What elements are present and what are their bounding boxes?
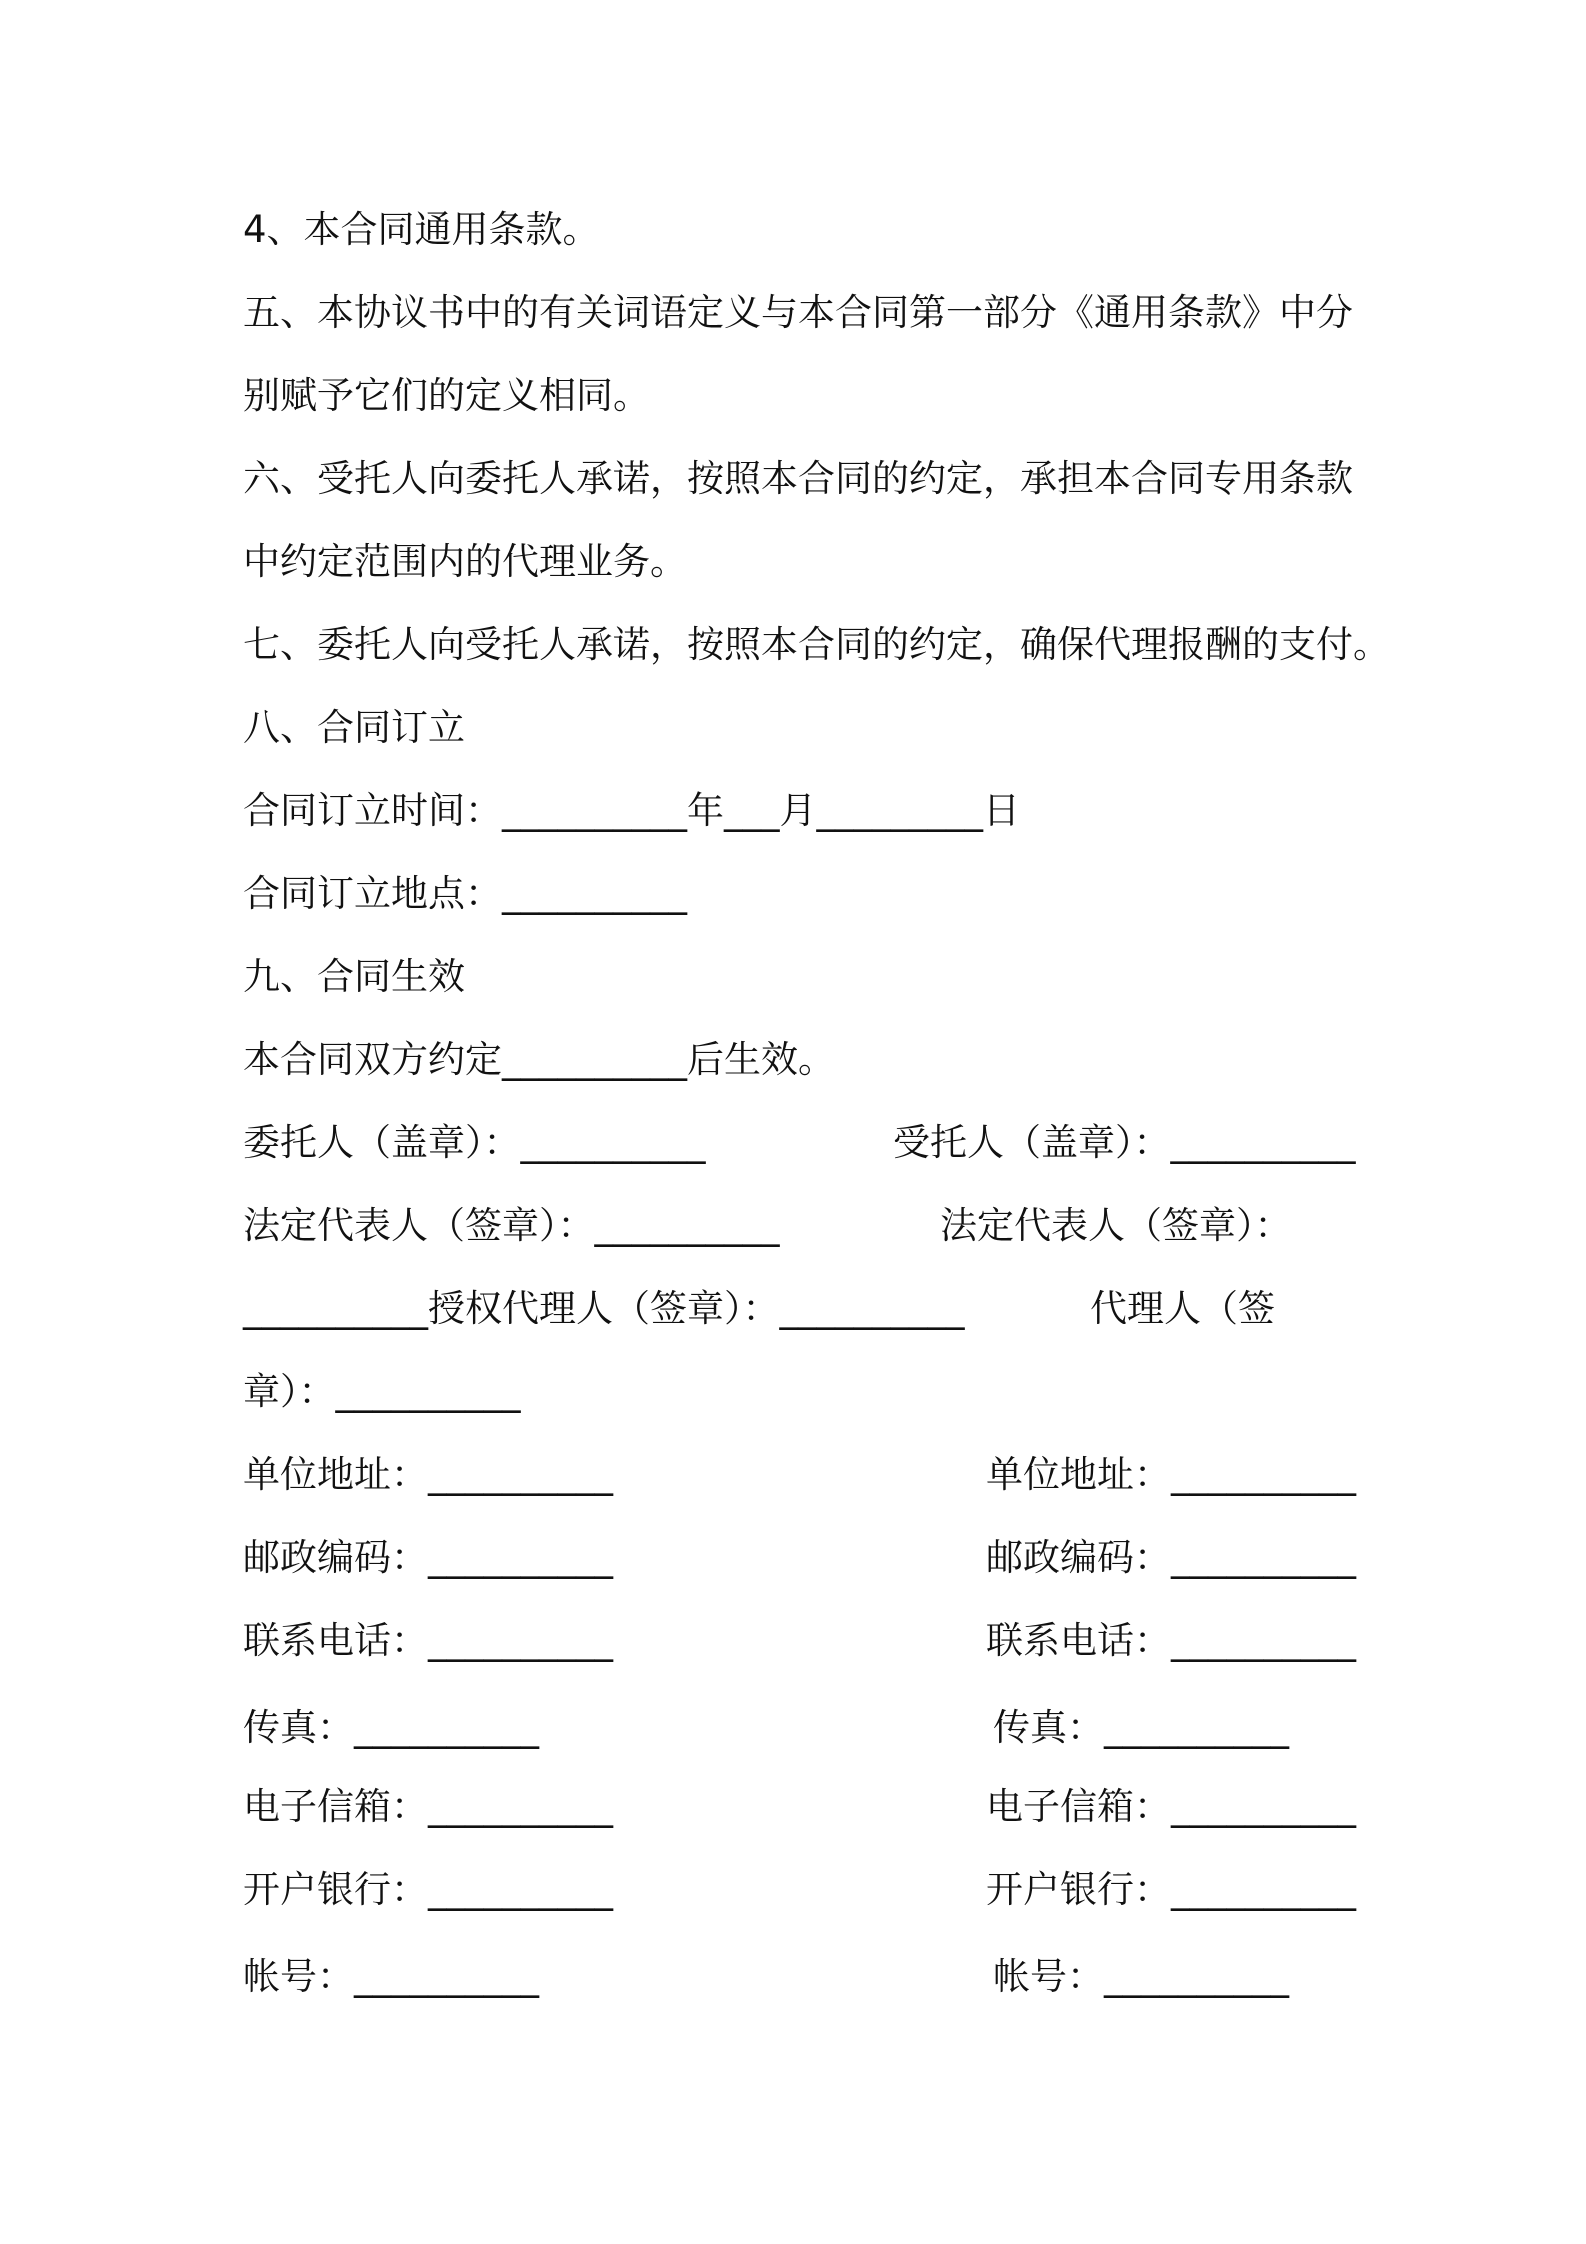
legal-rep-left-field: 法定代表人（签章）：__________ (243, 1204, 780, 1247)
clause-5-line-1: 五、本协议书中的有关词语定义与本合同第一部分《通用条款》中分 (243, 291, 1353, 334)
left-phone-field: 联系电话：__________ (243, 1619, 613, 1662)
clause-6-line-2: 中约定范围内的代理业务。 (243, 540, 687, 583)
left-bank-field: 开户银行：__________ (243, 1868, 613, 1911)
principal-seal-field: 委托人（盖章）：__________ (243, 1121, 706, 1164)
left-fax-field: 传真：__________ (243, 1706, 539, 1749)
right-account-field: 帐号：__________ (993, 1955, 1289, 1998)
clause-5-line-2: 别赋予它们的定义相同。 (243, 374, 650, 417)
legal-rep-right-field: 法定代表人（签章）： (940, 1204, 1292, 1247)
contract-date-field: 合同订立时间：__________年___月_________日 (243, 789, 1020, 832)
effective-condition-field: 本合同双方约定__________后生效。 (243, 1038, 835, 1081)
clause-7: 七、委托人向受托人承诺，按照本合同的约定，确保代理报酬的支付。 (243, 623, 1390, 666)
left-postcode-field: 邮政编码：__________ (243, 1536, 613, 1579)
authorized-agent-field: __________授权代理人（签章）：__________ (243, 1287, 965, 1330)
right-bank-field: 开户银行：__________ (986, 1868, 1356, 1911)
clause-8-heading: 八、合同订立 (243, 706, 465, 749)
agent-sign-continued: 章）：__________ (243, 1370, 521, 1413)
right-address-field: 单位地址：__________ (986, 1453, 1356, 1496)
right-postcode-field: 邮政编码：__________ (986, 1536, 1356, 1579)
right-fax-field: 传真：__________ (993, 1706, 1289, 1749)
left-email-field: 电子信箱：__________ (243, 1785, 613, 1828)
left-address-field: 单位地址：__________ (243, 1453, 613, 1496)
agent-seal-field: 受托人（盖章）：__________ (893, 1121, 1356, 1164)
right-email-field: 电子信箱：__________ (986, 1785, 1356, 1828)
clause-6-line-1: 六、受托人向委托人承诺，按照本合同的约定，承担本合同专用条款 (243, 457, 1353, 500)
contract-place-field: 合同订立地点：__________ (243, 872, 687, 915)
clause-4-general-terms: 4、本合同通用条款。 (243, 208, 600, 251)
right-phone-field: 联系电话：__________ (986, 1619, 1356, 1662)
left-account-field: 帐号：__________ (243, 1955, 539, 1998)
clause-9-heading: 九、合同生效 (243, 955, 465, 998)
agent-sign-right-field: 代理人（签 (1090, 1287, 1275, 1330)
